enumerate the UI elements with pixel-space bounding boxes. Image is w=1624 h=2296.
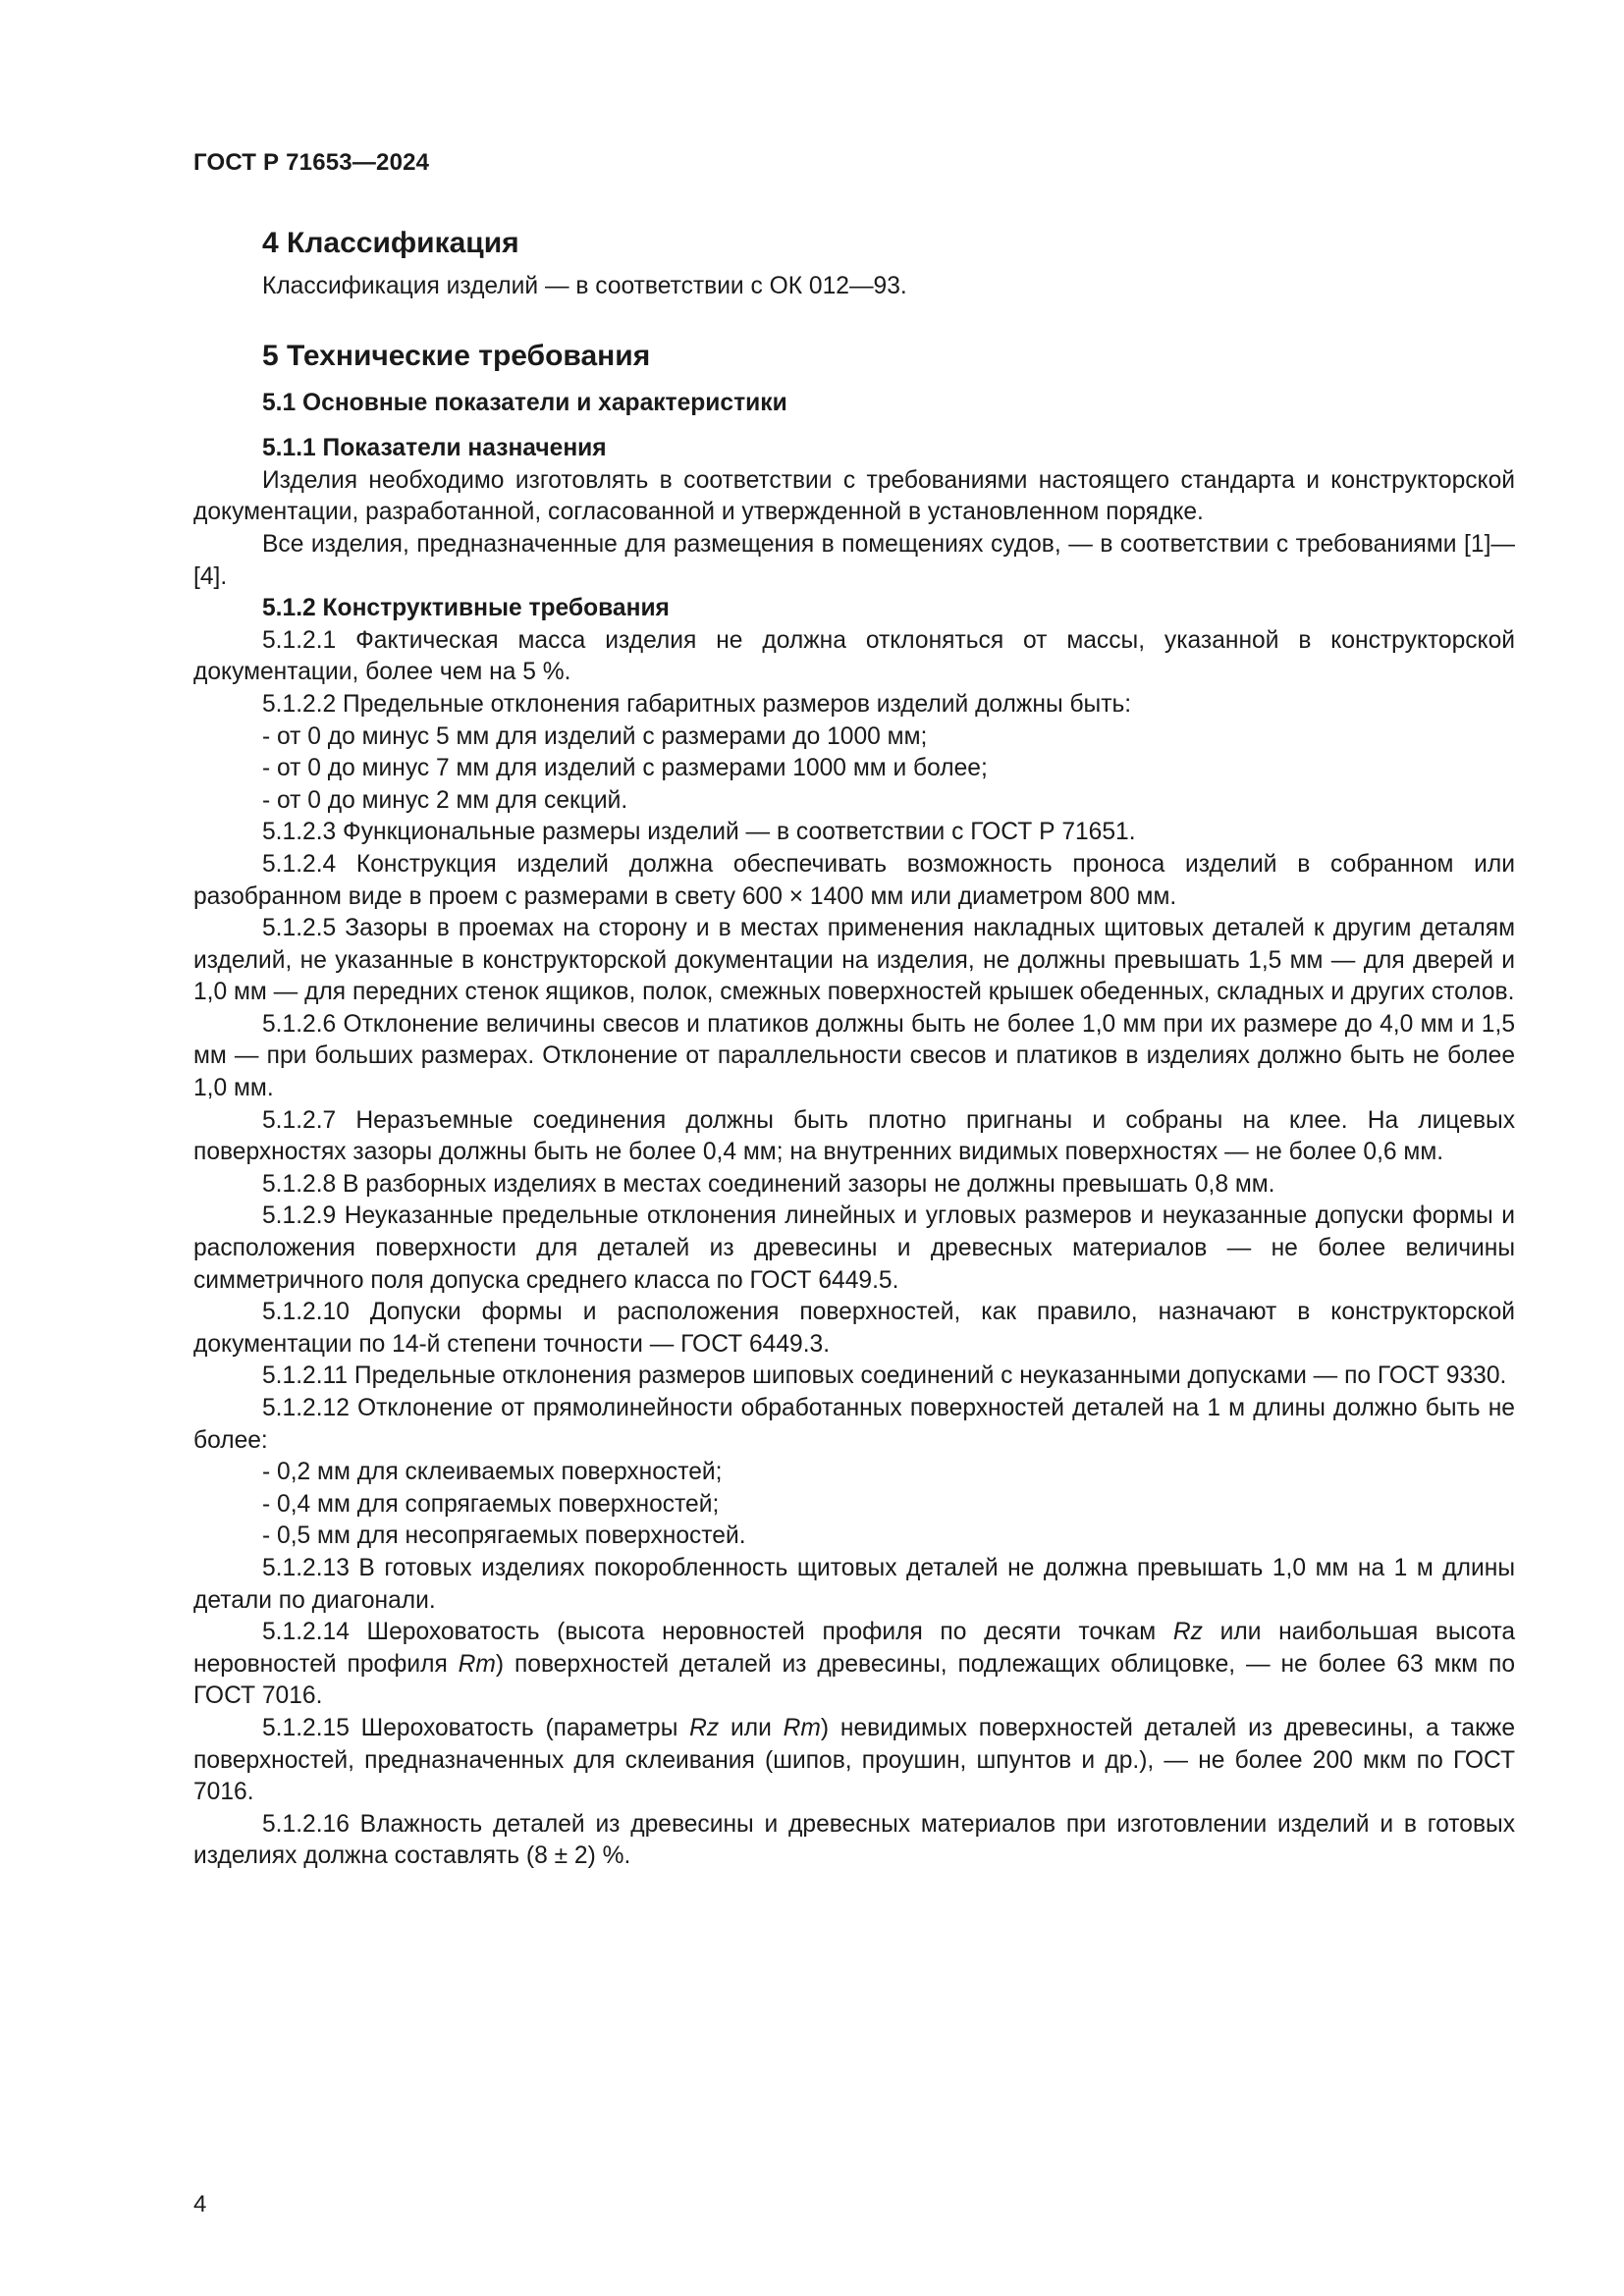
symbol-rz: Rz	[689, 1714, 720, 1741]
paragraph: 5.1.2.5 Зазоры в проемах на сторону и в местах применения накладных щитовых деталей к другим деталям изделий, не указанные в конструкторской документации на изделия, не должны превышать 1,5 мм — для дверей и 1,0 мм — для передних стенок ящиков, полок, смежных поверхностей крышек обеденных, складных и других столов.	[193, 915, 1515, 1006]
text-run: ) невидимых поверхностей деталей из древесины, а также поверхностей, предназначенных для склеивания (шипов, проушин, шпунтов и др.), — не более 200 мкм по ГОСТ 7016.	[193, 1714, 1515, 1806]
list-item: - 0,4 мм для сопрягаемых поверхностей;	[262, 1490, 720, 1518]
paragraph: 5.1.2.12 Отклонение от прямолинейности обработанных поверхностей деталей на 1 м длины должно быть не более:	[193, 1395, 1515, 1454]
section-5-1-1-title: 5.1.1 Показатели назначения	[262, 435, 607, 462]
paragraph: 5.1.2.6 Отклонение величины свесов и платиков должны быть не более 1,0 мм при их размере до 4,0 мм и 1,5 мм — при больших размерах. Отклонение от параллельности свесов и платиков в изделиях должно быть не более 1,0 мм.	[193, 1010, 1515, 1102]
page-number: 4	[193, 2191, 207, 2217]
list-item: - 0,5 мм для несопрягаемых поверхностей.	[262, 1522, 746, 1550]
text-run: 5.1.2.14 Шероховатость (высота неровностей профиля по десяти точкам	[262, 1619, 1173, 1646]
text-run: ) поверхностей деталей из древесины, подлежащих облицовке, — не более 63 мкм по ГОСТ 7016.	[193, 1650, 1515, 1710]
text-run: или	[719, 1714, 784, 1741]
list-item: - от 0 до минус 2 мм для секций.	[262, 786, 628, 814]
paragraph: 5.1.2.9 Неуказанные предельные отклонения линейных и угловых размеров и неуказанные допуски формы и расположения поверхности для деталей из древесины и древесных материалов — не более величины симметричного поля допуска среднего класса по ГОСТ 6449.5.	[193, 1202, 1515, 1294]
section-5-1-2-title: 5.1.2 Конструктивные требования	[262, 595, 670, 622]
paragraph: 5.1.2.8 В разборных изделиях в местах соединений зазоры не должны превышать 0,8 мм.	[262, 1170, 1275, 1198]
paragraph-roughness-params	[193, 1713, 1515, 1809]
paragraph: 5.1.2.7 Неразъемные соединения должны быть плотно пригнаны и собраны на клее. На лицевых поверхностях зазоры должны быть не более 0,4 мм; на внутренних видимых поверхностях — не более 0,6 мм.	[193, 1106, 1515, 1166]
paragraph: 5.1.2.4 Конструкция изделий должна обеспечивать возможность проноса изделий в собранном или разобранном виде в проем с размерами в свету 600 × 1400 мм или диаметром 800 мм.	[193, 850, 1515, 910]
paragraph-roughness	[193, 1617, 1515, 1713]
text-run: или наибольшая высота неровностей профиля	[193, 1619, 1515, 1678]
paragraph: 5.1.2.11 Предельные отклонения размеров шиповых соединений с неуказанными допусками — по ГОСТ 9330.	[262, 1362, 1507, 1390]
paragraph: Все изделия, предназначенные для размещения в помещениях судов, — в соответствии с требованиями [1]—[4].	[193, 530, 1515, 590]
list-item: - от 0 до минус 7 мм для изделий с размерами 1000 мм и более;	[262, 755, 988, 782]
section-5-title: 5 Технические требования	[262, 339, 651, 372]
section-5-1-title: 5.1 Основные показатели и характеристики	[262, 389, 787, 416]
paragraph: 5.1.2.1 Фактическая масса изделия не должна отклоняться от массы, указанной в конструкторской документации, более чем на 5 %.	[193, 626, 1515, 686]
list-item: - от 0 до минус 5 мм для изделий с размерами до 1000 мм;	[262, 722, 928, 750]
section-4-text: Классификация изделий — в соответствии с ОК 012—93.	[262, 273, 907, 299]
list-item: - 0,2 мм для склеиваемых поверхностей;	[262, 1459, 723, 1486]
paragraph: 5.1.2.13 В готовых изделиях покоробленность щитовых деталей не должна превышать 1,0 мм на 1 м длины детали по диагонали.	[193, 1554, 1515, 1614]
paragraph: 5.1.2.16 Влажность деталей из древесины и древесных материалов при изготовлении изделий и в готовых изделиях должна составлять (8 ± 2) %.	[193, 1810, 1515, 1870]
paragraph: 5.1.2.10 Допуски формы и расположения поверхностей, как правило, назначают в конструкторской документации по 14-й степени точности — ГОСТ 6449.3.	[193, 1299, 1515, 1358]
paragraph: 5.1.2.3 Функциональные размеры изделий — в соответствии с ГОСТ Р 71651.	[262, 819, 1136, 846]
text-run: 5.1.2.15 Шероховатость (параметры	[262, 1714, 690, 1741]
symbol-rm: Rm	[783, 1714, 821, 1741]
symbol-rz: Rz	[1172, 1619, 1203, 1646]
document-code-header: ГОСТ Р 71653—2024	[193, 149, 430, 176]
paragraph: Изделия необходимо изготовлять в соответствии с требованиями настоящего стандарта и конструкторской документации, разработанной, согласованной и утвержденной в установленном порядке.	[193, 466, 1515, 526]
paragraph: 5.1.2.2 Предельные отклонения габаритных размеров изделий должны быть:	[262, 690, 1132, 718]
document-body	[193, 224, 1515, 1873]
symbol-rm: Rm	[458, 1650, 496, 1678]
section-4-title: 4 Классификация	[262, 227, 519, 259]
